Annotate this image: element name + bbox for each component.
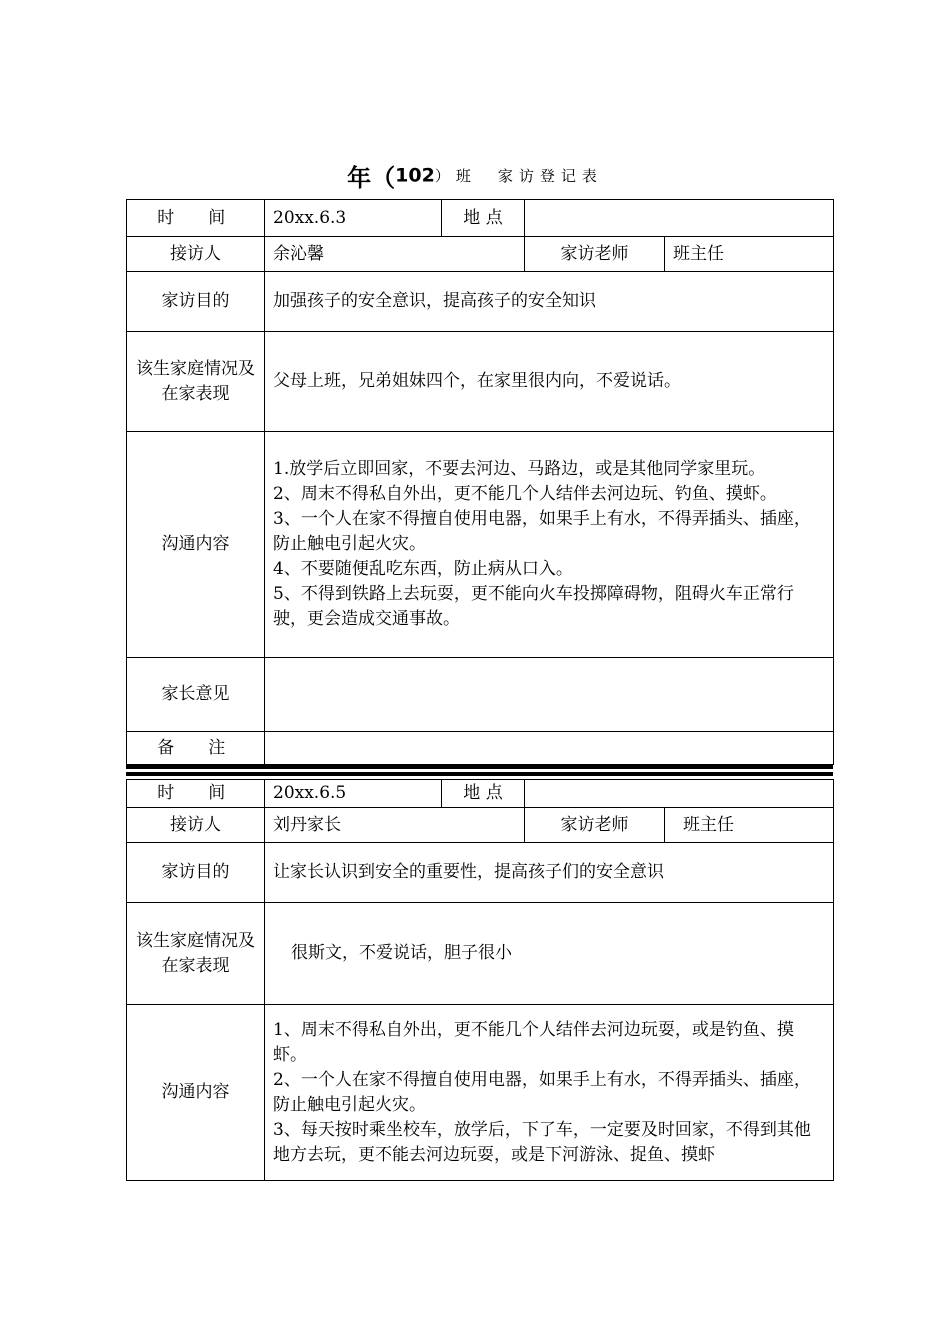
time-value: 20xx.6.3 xyxy=(265,200,442,237)
communication-item: 3、每天按时乘坐校车，放学后，下了车，一定要及时回家，不得到其他地方去玩，更不能去河边玩耍，或是下河游泳、捉鱼、摸虾 xyxy=(273,1119,811,1165)
visit-record-1 xyxy=(126,199,834,765)
teacher-label: 家访老师 xyxy=(525,808,665,843)
interviewee-label: 接访人 xyxy=(127,237,265,272)
family-value: 很斯文，不爱说话，胆子很小 xyxy=(265,903,834,1005)
teacher-value: 班主任 xyxy=(665,237,834,272)
record-separator xyxy=(126,772,833,776)
family-label: 该生家庭情况及在家表现 xyxy=(127,903,265,1005)
title-class-number: 102 xyxy=(395,164,435,187)
record-separator xyxy=(126,765,833,769)
communication-item: 2、一个人在家不得擅自使用电器，如果手上有水，不得弄插头、插座，防止触电引起火灾。 xyxy=(273,1069,811,1115)
teacher-value: 班主任 xyxy=(665,808,834,843)
remarks-value xyxy=(265,732,834,765)
communication-item: 2、周末不得私自外出，更不能几个人结伴去河边玩、钓鱼、摸虾。 xyxy=(273,484,777,504)
communication-item: 3、一个人在家不得擅自使用电器，如果手上有水，不得弄插头、插座，防止触电引起火灾。 xyxy=(273,509,811,554)
purpose-value: 加强孩子的安全意识，提高孩子的安全知识 xyxy=(265,272,834,332)
interviewee-value: 余沁馨 xyxy=(265,237,525,272)
time-label: 时 间 xyxy=(127,780,265,808)
communication-label: 沟通内容 xyxy=(127,1005,265,1181)
purpose-value: 让家长认识到安全的重要性，提高孩子们的安全意识 xyxy=(265,843,834,903)
time-label: 时 间 xyxy=(127,200,265,237)
interviewee-label: 接访人 xyxy=(127,808,265,843)
parent-opinion-value xyxy=(265,658,834,732)
family-value: 父母上班，兄弟姐妹四个，在家里很内向，不爱说话。 xyxy=(265,332,834,432)
interviewee-value: 刘丹家长 xyxy=(265,808,525,843)
title-grade: 年（ xyxy=(347,164,396,192)
purpose-label: 家访目的 xyxy=(127,272,265,332)
place-label: 地 点 xyxy=(442,200,525,237)
communication-item: 5、不得到铁路上去玩耍，更不能向火车投掷障碍物，阻碍火车正常行驶，更会造成交通事故。 xyxy=(273,584,794,629)
communication-label: 沟通内容 xyxy=(127,432,265,658)
communication-item: 1、周末不得私自外出，更不能几个人结伴去河边玩耍，或是钓鱼、摸虾。 xyxy=(273,1019,794,1065)
communication-item: 4、不要随便乱吃东西，防止病从口入。 xyxy=(273,559,573,579)
place-label: 地 点 xyxy=(442,780,525,808)
place-value xyxy=(525,200,834,237)
parent-opinion-label: 家长意见 xyxy=(127,658,265,732)
place-value xyxy=(525,780,834,808)
visit-record-2 xyxy=(126,779,834,1181)
remarks-label: 备 注 xyxy=(127,732,265,765)
title-suffix: ）班 家访登记表 xyxy=(434,167,603,185)
communication-content xyxy=(265,432,834,658)
teacher-label: 家访老师 xyxy=(525,237,665,272)
purpose-label: 家访目的 xyxy=(127,843,265,903)
communication-content xyxy=(265,1005,834,1181)
time-value: 20xx.6.5 xyxy=(265,780,442,808)
family-label: 该生家庭情况及在家表现 xyxy=(127,332,265,432)
form-title xyxy=(0,158,950,193)
communication-item: 1.放学后立即回家，不要去河边、马路边，或是其他同学家里玩。 xyxy=(273,459,766,479)
